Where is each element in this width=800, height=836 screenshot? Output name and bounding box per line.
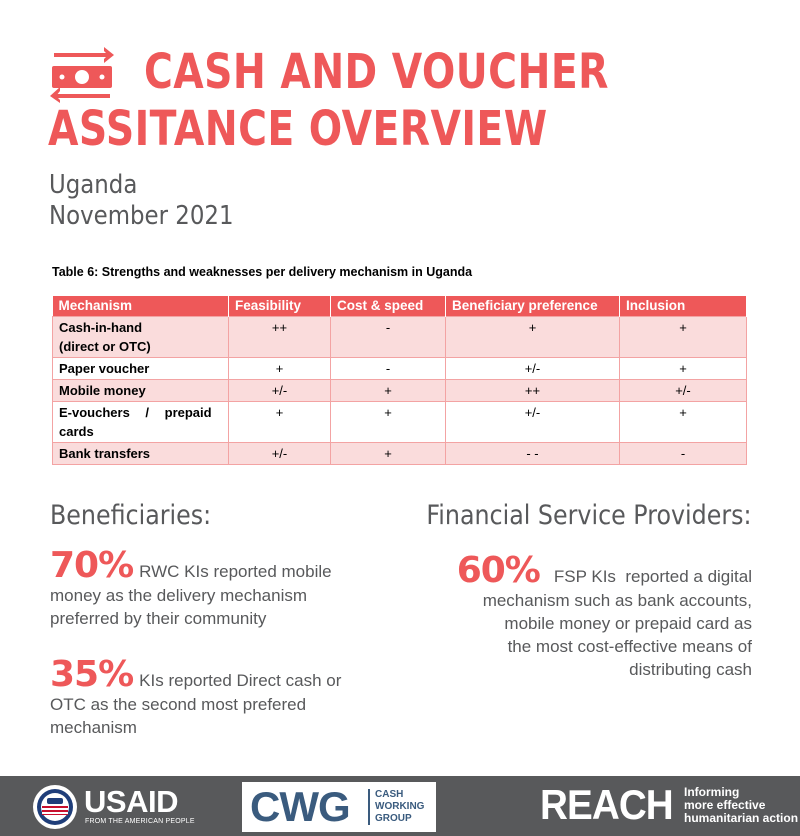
usaid-logo [32, 784, 212, 830]
cwg-line-1: CASH [375, 789, 404, 800]
usaid-tagline: FROM THE AMERICAN PEOPLE [85, 818, 195, 825]
feasibility-cell: +/- [229, 442, 331, 464]
table-row [53, 379, 747, 401]
mechanism-cell [53, 401, 229, 442]
feasibility-cell: +/- [229, 379, 331, 401]
stat-text: RWC KIs reported mobile money as the delivery mechanism preferred by their community [50, 562, 332, 628]
preference-cell: +/- [446, 357, 620, 379]
table-row [53, 442, 747, 464]
reach-tagline [684, 786, 798, 825]
footer-logo-bar [0, 776, 800, 836]
reach-tagline-line-3: humanitarian action [684, 811, 799, 825]
header-feasibility: Feasibility [229, 296, 331, 316]
mechanism-cell: Bank transfers [53, 442, 229, 464]
table-header-row [53, 296, 747, 316]
table-caption: Table 6: Strengths and weaknesses per delivery mechanism in Uganda [52, 265, 473, 279]
inclusion-cell: + [620, 357, 747, 379]
stat-value: 35% [50, 654, 134, 695]
feasibility-cell: ++ [229, 316, 331, 357]
preference-cell: - - [446, 442, 620, 464]
mechanism-cell [53, 316, 229, 357]
cwg-wordmark: CWG [250, 783, 350, 830]
usaid-wordmark: USAID [84, 784, 178, 819]
stat-text: KIs reported Direct cash or OTC as the second most prefered mechanism [50, 671, 342, 737]
cwg-full-name [375, 789, 424, 825]
mechanism-cell: Paper voucher [53, 357, 229, 379]
mechanism-line-1: Cash-in-hand [59, 319, 143, 335]
cost-speed-cell: + [331, 401, 446, 442]
country-label: Uganda [49, 170, 138, 200]
mechanism-cell: Mobile money [53, 379, 229, 401]
usaid-seal-icon [32, 784, 78, 830]
cost-speed-cell: + [331, 379, 446, 401]
title-line-1: CASH AND VOUCHER [143, 44, 609, 100]
inclusion-cell: + [620, 401, 747, 442]
inclusion-cell: + [620, 316, 747, 357]
preference-cell: + [446, 316, 620, 357]
preference-cell: ++ [446, 379, 620, 401]
preference-cell: +/- [446, 401, 620, 442]
stat-value: 70% [50, 545, 134, 586]
cwg-line-2: WORKING [375, 801, 425, 812]
subtitle [49, 170, 234, 232]
stat-text-line-4: the most cost-effective means of [507, 637, 752, 656]
cwg-divider [368, 789, 370, 825]
beneficiary-stat-mobile-money [50, 545, 370, 630]
feasibility-cell: + [229, 401, 331, 442]
beneficiary-stat-direct-cash [50, 654, 370, 739]
header-preference: Beneficiary preference [446, 296, 620, 316]
mechanism-line-1: E-vouchers / prepaid [59, 404, 212, 420]
stat-value: 60% [456, 550, 540, 591]
date-label: November 2021 [49, 201, 234, 231]
inclusion-cell: - [620, 442, 747, 464]
cost-speed-cell: - [331, 316, 446, 357]
table-row [53, 401, 747, 442]
stat-text-line-5: distributing cash [629, 660, 752, 679]
reach-tagline-line-2: more effective [684, 798, 766, 812]
header-cost-speed: Cost & speed [331, 296, 446, 316]
table-row [53, 357, 747, 379]
delivery-mechanism-table [52, 296, 747, 465]
inclusion-cell: +/- [620, 379, 747, 401]
cost-speed-cell: + [331, 442, 446, 464]
header-inclusion: Inclusion [620, 296, 747, 316]
cwg-line-3: GROUP [375, 813, 412, 824]
fsp-heading: Financial Service Providers: [426, 500, 752, 531]
feasibility-cell: + [229, 357, 331, 379]
stat-text-line-1: FSP KIs reported a digital [553, 567, 752, 586]
title-line-2: ASSITANCE OVERVIEW [48, 101, 548, 157]
stat-text-line-3: mobile money or prepaid card as [504, 614, 752, 633]
reach-wordmark: REACH [540, 781, 673, 828]
beneficiaries-heading: Beneficiaries: [50, 500, 212, 531]
header-mechanism: Mechanism [53, 296, 229, 316]
fsp-stat-digital [422, 550, 752, 681]
stat-text-line-2: mechanism such as bank accounts, [482, 591, 752, 610]
table-row [53, 316, 747, 357]
page-title [48, 44, 655, 158]
cost-speed-cell: - [331, 357, 446, 379]
mechanism-line-2: cards [59, 423, 94, 439]
cwg-logo [242, 782, 436, 832]
mechanism-line-2: (direct or OTC) [59, 338, 151, 354]
reach-tagline-line-1: Informing [684, 785, 740, 799]
